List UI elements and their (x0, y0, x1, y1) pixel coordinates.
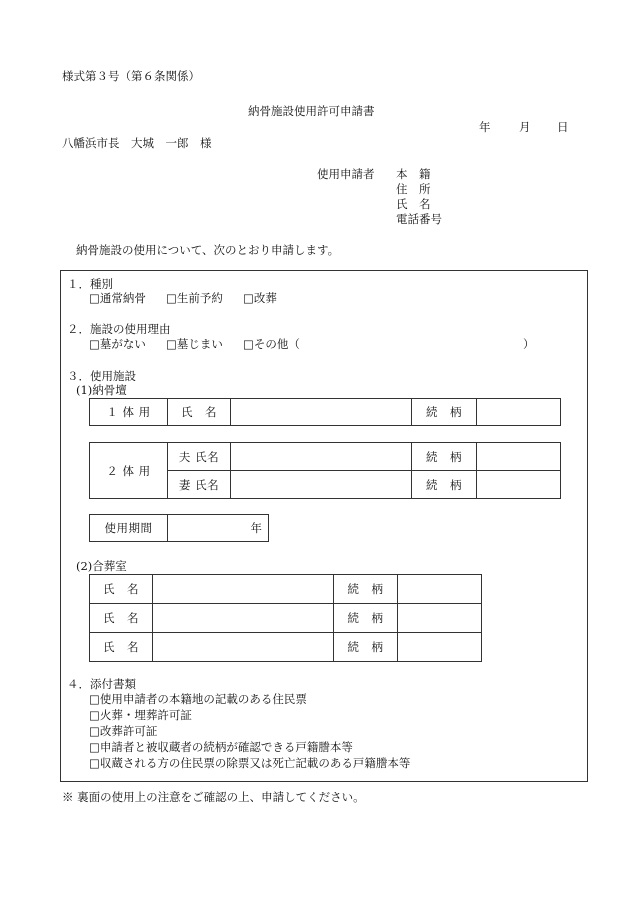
communal-table (89, 574, 482, 662)
communal-relation-input[interactable] (398, 604, 482, 633)
single-relation-label: 続 柄 (412, 399, 477, 426)
single-name-label: 氏 名 (168, 399, 231, 426)
intro-text: 納骨施設の使用について、次のとおり申請します。 (76, 243, 340, 257)
communal-name-input[interactable] (153, 575, 334, 604)
communal-relation-input[interactable] (398, 633, 482, 662)
type-preorder-checkbox[interactable]: □生前予約 (166, 291, 223, 305)
applicant-name: 氏 名 (396, 197, 431, 211)
attachment-cremation-checkbox[interactable]: □火葬・埋葬許可証 (89, 708, 192, 722)
communal-row (90, 604, 482, 633)
single-name-input[interactable] (231, 399, 412, 426)
type-reburial-checkbox[interactable]: □改葬 (243, 291, 277, 305)
niche-subheading: (1)納骨壇 (76, 383, 127, 397)
applicant-phone: 電話番号 (396, 212, 442, 226)
husband-name-input[interactable] (231, 443, 412, 471)
communal-relation-label: 続 柄 (334, 604, 398, 633)
single-niche-table (89, 398, 561, 426)
husband-name-label: 夫 氏名 (168, 443, 231, 471)
wife-relation-input[interactable] (477, 471, 561, 499)
attachment-reburial-checkbox[interactable]: □改葬許可証 (89, 724, 158, 738)
section4-heading: ４．添付書類 (67, 677, 136, 691)
communal-row (90, 633, 482, 662)
applicant-honseki: 本 籍 (396, 167, 431, 181)
date-month: 月 (519, 120, 531, 134)
communal-subheading: (2)合葬室 (76, 559, 127, 573)
attachment-residence-checkbox[interactable]: □使用申請者の本籍地の記載のある住民票 (89, 692, 307, 706)
reason-no-grave-checkbox[interactable]: □墓がない (89, 337, 146, 351)
applicant-label: 使用申請者 (317, 167, 375, 181)
usage-period-table (89, 514, 269, 542)
communal-name-label: 氏 名 (90, 633, 153, 662)
single-niche-label: １ 体 用 (90, 399, 168, 426)
communal-name-input[interactable] (153, 633, 334, 662)
communal-row (90, 575, 482, 604)
section1-heading: １．種別 (67, 277, 113, 291)
communal-relation-label: 続 柄 (334, 633, 398, 662)
form-number: 様式第３号（第６条関係） (62, 69, 200, 83)
date-day: 日 (557, 120, 569, 134)
husband-relation-label: 続 柄 (412, 443, 477, 471)
communal-relation-input[interactable] (398, 575, 482, 604)
section3-heading: ３．使用施設 (67, 369, 136, 383)
reason-other-close-paren: ） (523, 337, 535, 351)
attachment-family-register-checkbox[interactable]: □申請者と被収蔵者の続柄が確認できる戸籍謄本等 (89, 740, 353, 754)
reason-other-checkbox[interactable]: □その他（ (243, 337, 300, 351)
usage-period-unit: 年 (250, 521, 262, 535)
single-relation-input[interactable] (477, 399, 561, 426)
usage-note: ※ 裏面の使用上の注意をご確認の上、申請してください。 (62, 790, 365, 804)
section2-heading: ２．施設の使用理由 (67, 322, 171, 336)
usage-period-input[interactable] (168, 515, 269, 542)
wife-name-label: 妻 氏名 (168, 471, 231, 499)
husband-relation-input[interactable] (477, 443, 561, 471)
wife-name-input[interactable] (231, 471, 412, 499)
type-normal-checkbox[interactable]: □通常納骨 (89, 291, 146, 305)
double-niche-table (89, 442, 561, 499)
form-title: 納骨施設使用許可申請書 (248, 104, 375, 118)
usage-period-label: 使用期間 (90, 515, 168, 542)
communal-name-label: 氏 名 (90, 575, 153, 604)
date-year: 年 (479, 120, 491, 134)
applicant-address: 住 所 (396, 182, 431, 196)
communal-name-input[interactable] (153, 604, 334, 633)
communal-name-label: 氏 名 (90, 604, 153, 633)
attachment-death-record-checkbox[interactable]: □収蔵される方の住民票の除票又は死亡記載のある戸籍謄本等 (89, 756, 411, 770)
wife-relation-label: 続 柄 (412, 471, 477, 499)
communal-relation-label: 続 柄 (334, 575, 398, 604)
addressee: 八幡浜市長 大城 一郎 様 (62, 136, 212, 150)
double-niche-label: ２ 体 用 (90, 443, 168, 499)
reason-grave-closure-checkbox[interactable]: □墓じまい (166, 337, 223, 351)
